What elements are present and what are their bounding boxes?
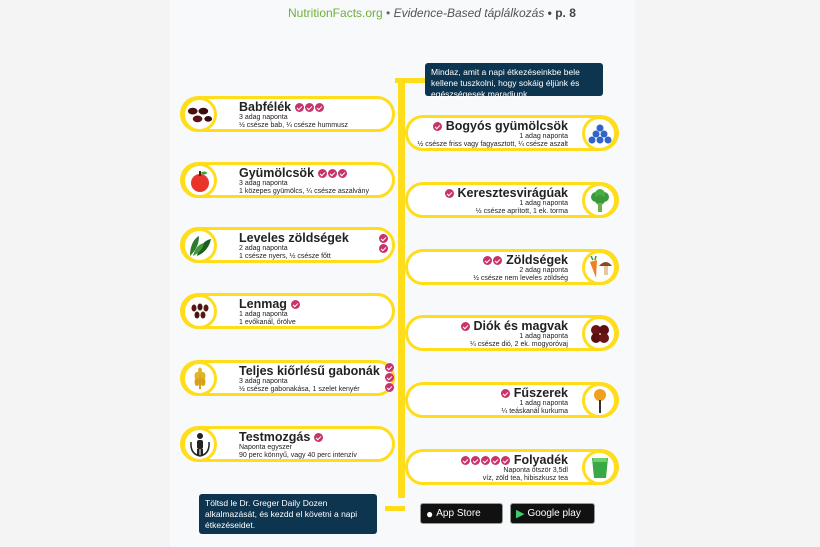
check-heart-icon xyxy=(501,389,510,398)
card-lenmag xyxy=(180,293,395,329)
intro-callout: Mindaz, amit a napi étkezéseinkbe bele kellene tuszkolni, hogy sokáig éljünk és egészségesek maradjunk. xyxy=(425,63,603,96)
broccoli-icon xyxy=(582,183,617,218)
check-heart-icon xyxy=(481,456,490,465)
check-heart-icon xyxy=(379,234,388,243)
servings-hearts xyxy=(445,189,454,198)
page-number: • p. 8 xyxy=(544,6,576,20)
berries-icon xyxy=(582,116,617,151)
card-zoldsegek xyxy=(405,249,619,285)
check-heart-icon xyxy=(461,456,470,465)
servings-text: 1 adag naponta xyxy=(519,133,568,140)
servings-hearts xyxy=(379,234,388,253)
servings-hearts xyxy=(461,322,470,331)
card-title xyxy=(239,430,323,444)
check-heart-icon xyxy=(483,256,492,265)
timeline-trunk xyxy=(398,78,405,498)
servings-text: 1 adag naponta xyxy=(519,200,568,207)
card-title xyxy=(433,119,568,133)
grain-icon xyxy=(182,361,217,396)
card-details xyxy=(501,400,568,416)
app-store-label: App Store xyxy=(436,508,481,519)
servings-hearts xyxy=(318,169,347,178)
card-bogyos xyxy=(405,115,619,151)
carrot-mushroom-icon xyxy=(582,250,617,285)
play-icon: ▶ xyxy=(516,508,525,520)
check-heart-icon xyxy=(295,103,304,112)
portion-text: ½ csésze bab, ¼ csésze hummusz xyxy=(239,122,348,129)
servings-hearts xyxy=(483,256,502,265)
card-title xyxy=(501,386,568,400)
flaxseed-icon xyxy=(182,294,217,329)
check-heart-icon xyxy=(491,456,500,465)
servings-hearts xyxy=(501,389,510,398)
card-title-text: Folyadék xyxy=(513,453,568,467)
portion-text: ¼ csésze dió, 2 ek. mogyoróvaj xyxy=(469,341,568,348)
card-title-text: Diók és magvak xyxy=(473,319,568,333)
card-title xyxy=(445,186,568,200)
google-play-label: Google play xyxy=(527,508,581,519)
servings-text: 3 adag naponta xyxy=(239,378,288,385)
servings-hearts xyxy=(433,122,442,131)
portion-text: 1 csésze nyers, ½ csésze főtt xyxy=(239,253,331,260)
servings-hearts xyxy=(291,300,300,309)
portion-text: ½ csésze nem leveles zöldség xyxy=(473,275,568,282)
card-details xyxy=(470,333,568,349)
check-heart-icon xyxy=(328,169,337,178)
card-leveles xyxy=(180,227,395,263)
card-details xyxy=(239,114,348,130)
portion-text: ½ csésze gabonakása, 1 szelet kenyér xyxy=(239,386,360,393)
card-title xyxy=(239,166,347,180)
card-details xyxy=(476,200,568,216)
leafy-greens-icon xyxy=(182,228,217,263)
check-heart-icon xyxy=(461,322,470,331)
app-store-badge[interactable] xyxy=(420,503,503,524)
check-heart-icon xyxy=(379,244,388,253)
header-subtitle: Evidence-Based táplálkozás xyxy=(393,6,545,20)
servings-text: 2 adag naponta xyxy=(239,245,288,252)
card-title-text: Babfélék xyxy=(239,100,292,114)
glass-icon xyxy=(582,450,617,485)
card-details xyxy=(239,180,369,196)
card-gyumolcsok xyxy=(180,162,395,198)
branch xyxy=(395,78,425,83)
servings-text: 1 adag naponta xyxy=(239,311,288,318)
check-heart-icon xyxy=(338,169,347,178)
card-details xyxy=(473,267,568,283)
servings-text: 3 adag naponta xyxy=(239,114,288,121)
card-title xyxy=(461,453,568,467)
card-title-text: Testmozgás xyxy=(239,430,311,444)
servings-hearts xyxy=(295,103,324,112)
exercise-icon xyxy=(182,427,217,462)
card-title xyxy=(483,253,568,267)
card-details xyxy=(239,311,296,327)
card-keresztes xyxy=(405,182,619,218)
check-heart-icon xyxy=(315,103,324,112)
card-babfelek xyxy=(180,96,395,132)
download-callout: Töltsd le Dr. Greger Daily Dozen alkalmazását, és kezdd el követni a napi étkezéseidet. xyxy=(199,494,377,534)
card-title xyxy=(461,319,569,333)
portion-text: ½ csésze aprított, 1 ek. torma xyxy=(475,208,568,215)
check-heart-icon xyxy=(314,433,323,442)
card-details xyxy=(239,245,331,261)
card-details xyxy=(417,133,568,149)
apple-icon: ● xyxy=(426,506,434,521)
portion-text: 1 közepes gyümölcs, ¼ csésze aszalvány xyxy=(239,188,369,195)
portion-text: 90 perc könnyű, vagy 40 perc intenzív xyxy=(239,452,357,459)
card-title-text: Keresztesvirágúak xyxy=(457,186,568,200)
card-title-text: Bogyós gyümölcsök xyxy=(445,119,568,133)
servings-text: 1 adag naponta xyxy=(519,333,568,340)
check-heart-icon xyxy=(501,456,510,465)
card-details xyxy=(239,378,360,394)
servings-text: 3 adag naponta xyxy=(239,180,288,187)
portion-text: víz, zöld tea, hibiszkusz tea xyxy=(482,475,568,482)
check-heart-icon xyxy=(291,300,300,309)
spoon-icon xyxy=(582,383,617,418)
servings-text: 2 adag naponta xyxy=(519,267,568,274)
card-title xyxy=(239,100,324,114)
portion-text: ¼ teáskanál kurkuma xyxy=(501,408,568,415)
card-gabonak xyxy=(180,360,395,396)
check-heart-icon xyxy=(385,383,394,392)
check-heart-icon xyxy=(318,169,327,178)
walnut-icon xyxy=(582,316,617,351)
card-title xyxy=(239,364,380,378)
card-title-text: Leveles zöldségek xyxy=(239,231,349,245)
page-header xyxy=(288,6,576,20)
servings-text: Naponta ötször 3,5dl xyxy=(503,467,568,474)
card-title-text: Teljes kiőrlésű gabonák xyxy=(239,364,380,378)
check-heart-icon xyxy=(385,373,394,382)
check-heart-icon xyxy=(433,122,442,131)
card-title-text: Lenmag xyxy=(239,297,287,311)
beans-icon xyxy=(182,97,217,132)
card-title-text: Gyümölcsök xyxy=(239,166,315,180)
servings-hearts xyxy=(461,456,510,465)
portion-text: 1 evőkanál, őrölve xyxy=(239,319,296,326)
apple-icon xyxy=(182,163,217,198)
card-title-text: Zöldségek xyxy=(506,253,568,267)
google-play-badge[interactable] xyxy=(510,503,595,524)
servings-text: Naponta egyszer xyxy=(239,444,292,451)
card-title-text: Fűszerek xyxy=(513,386,568,400)
site-name[interactable]: NutritionFacts.org xyxy=(288,6,383,20)
check-heart-icon xyxy=(305,103,314,112)
servings-hearts xyxy=(385,363,394,392)
branch xyxy=(385,506,405,511)
portion-text: ½ csésze friss vagy fagyasztott, ¼ csésze aszalt xyxy=(417,141,568,148)
check-heart-icon xyxy=(493,256,502,265)
card-details xyxy=(483,467,568,483)
check-heart-icon xyxy=(471,456,480,465)
card-folyadek xyxy=(405,449,619,485)
card-title xyxy=(239,297,300,311)
servings-hearts xyxy=(314,433,323,442)
servings-text: 1 adag naponta xyxy=(519,400,568,407)
card-details xyxy=(239,444,357,460)
check-heart-icon xyxy=(385,363,394,372)
card-fuszerek xyxy=(405,382,619,418)
card-title xyxy=(239,231,349,245)
check-heart-icon xyxy=(445,189,454,198)
header-separator: • xyxy=(382,6,394,20)
card-diok xyxy=(405,315,619,351)
card-testmozgas xyxy=(180,426,395,462)
